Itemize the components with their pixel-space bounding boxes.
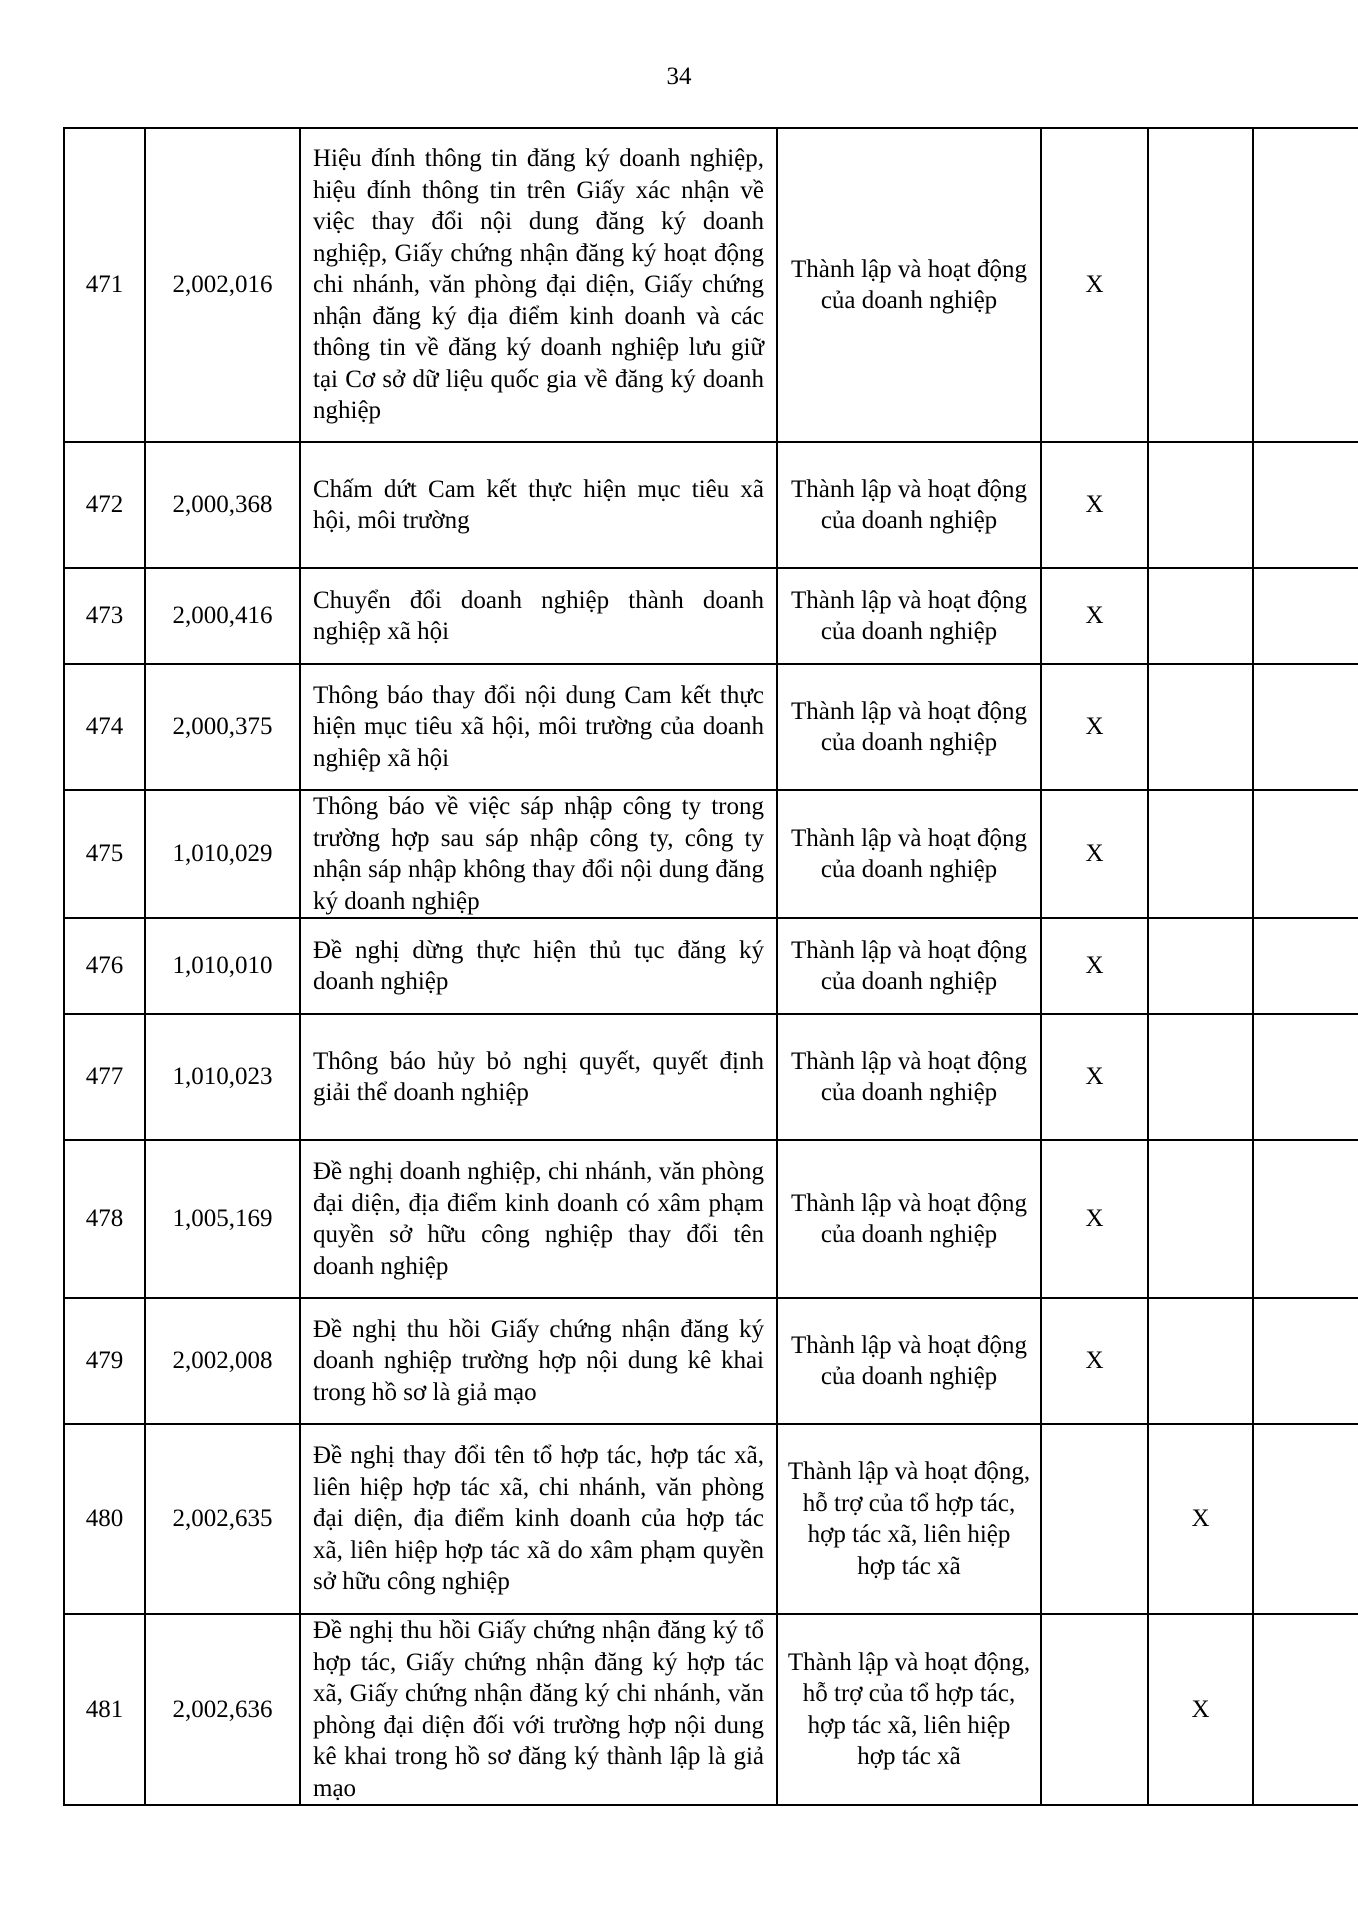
field-cell bbox=[777, 1614, 1041, 1805]
mark-cell-1: X bbox=[1041, 442, 1148, 568]
table-row bbox=[64, 1424, 1358, 1614]
mark-cell-3 bbox=[1253, 1614, 1358, 1805]
procedure-name-cell bbox=[300, 128, 777, 442]
procedure-code-cell: 1,005,169 bbox=[145, 1140, 300, 1298]
mark-cell-1: X bbox=[1041, 918, 1148, 1014]
mark-cell-2 bbox=[1148, 664, 1253, 790]
field-cell bbox=[777, 1140, 1041, 1298]
row-number-cell: 478 bbox=[64, 1140, 145, 1298]
table-row bbox=[64, 1140, 1358, 1298]
mark-cell-1: X bbox=[1041, 128, 1148, 442]
field-name: Thành lập và hoạt động của doanh nghiệp bbox=[790, 255, 1028, 314]
field-cell bbox=[777, 664, 1041, 790]
procedure-name: Chấm dứt Cam kết thực hiện mục tiêu xã hội, môi trường bbox=[313, 475, 764, 534]
field-name: Thành lập và hoạt động của doanh nghiệp bbox=[790, 697, 1028, 756]
mark-cell-3 bbox=[1253, 918, 1358, 1014]
row-number-cell: 479 bbox=[64, 1298, 145, 1424]
procedure-name-cell bbox=[300, 1140, 777, 1298]
field-name: Thành lập và hoạt động, hỗ trợ của tổ hợp tác, hợp tác xã, liên hiệp hợp tác xã bbox=[787, 1458, 1031, 1580]
field-name: Thành lập và hoạt động, hỗ trợ của tổ hợp tác, hợp tác xã, liên hiệp hợp tác xã bbox=[787, 1648, 1031, 1770]
procedure-name: Thông báo về việc sáp nhập công ty trong trường hợp sau sáp nhập công ty, công ty nhận sáp nhập không thay đổi nội dung đăng ký doanh nghiệp bbox=[313, 793, 764, 915]
field-cell bbox=[777, 442, 1041, 568]
mark-cell-2 bbox=[1148, 128, 1253, 442]
mark-cell-3 bbox=[1253, 1014, 1358, 1140]
procedure-name: Đề nghị thu hồi Giấy chứng nhận đăng ký doanh nghiệp trường hợp nội dung kê khai trong hồ sơ là giả mạo bbox=[313, 1315, 764, 1406]
mark-cell-1 bbox=[1041, 1614, 1148, 1805]
mark-cell-1: X bbox=[1041, 664, 1148, 790]
row-number-cell: 480 bbox=[64, 1424, 145, 1614]
mark-cell-3 bbox=[1253, 1424, 1358, 1614]
procedure-code-cell: 1,010,010 bbox=[145, 918, 300, 1014]
procedure-code-cell: 2,000,368 bbox=[145, 442, 300, 568]
mark-cell-1: X bbox=[1041, 1014, 1148, 1140]
row-number-cell: 477 bbox=[64, 1014, 145, 1140]
table-row bbox=[64, 1014, 1358, 1140]
row-number-cell: 472 bbox=[64, 442, 145, 568]
field-name: Thành lập và hoạt động của doanh nghiệp bbox=[790, 1331, 1028, 1390]
procedure-name-cell bbox=[300, 1424, 777, 1614]
table-row bbox=[64, 442, 1358, 568]
field-cell bbox=[777, 1014, 1041, 1140]
procedure-code-cell: 1,010,023 bbox=[145, 1014, 300, 1140]
procedure-code-cell: 1,010,029 bbox=[145, 790, 300, 918]
procedure-code-cell: 2,002,016 bbox=[145, 128, 300, 442]
mark-cell-2 bbox=[1148, 1140, 1253, 1298]
procedure-name-cell bbox=[300, 1298, 777, 1424]
mark-cell-2 bbox=[1148, 790, 1253, 918]
table-row bbox=[64, 1298, 1358, 1424]
field-name: Thành lập và hoạt động của doanh nghiệp bbox=[790, 475, 1028, 534]
procedure-name-cell bbox=[300, 1014, 777, 1140]
mark-cell-2 bbox=[1148, 442, 1253, 568]
table-row bbox=[64, 918, 1358, 1014]
procedure-name: Thông báo thay đổi nội dung Cam kết thực hiện mục tiêu xã hội, môi trường của doanh nghiệp xã hội bbox=[313, 681, 764, 772]
procedure-name-cell bbox=[300, 1614, 777, 1805]
row-number-cell: 471 bbox=[64, 128, 145, 442]
row-number-cell: 481 bbox=[64, 1614, 145, 1805]
field-name: Thành lập và hoạt động của doanh nghiệp bbox=[790, 1047, 1028, 1106]
procedure-name-cell bbox=[300, 568, 777, 664]
procedure-name-cell bbox=[300, 442, 777, 568]
table-row bbox=[64, 664, 1358, 790]
mark-cell-2: X bbox=[1148, 1424, 1253, 1614]
procedure-name: Đề nghị dừng thực hiện thủ tục đăng ký doanh nghiệp bbox=[313, 936, 764, 995]
mark-cell-2: X bbox=[1148, 1614, 1253, 1805]
mark-cell-2 bbox=[1148, 918, 1253, 1014]
mark-cell-1: X bbox=[1041, 790, 1148, 918]
field-cell bbox=[777, 568, 1041, 664]
procedure-name: Đề nghị thu hồi Giấy chứng nhận đăng ký tổ hợp tác, Giấy chứng nhận đăng ký hợp tác xã, Giấy chứng nhận đăng ký chi nhánh, văn phòng đại diện đối với trường hợp nội dung kê khai trong hồ sơ đăng ký thành lập là giả mạo bbox=[313, 1617, 764, 1802]
table-row bbox=[64, 568, 1358, 664]
procedure-name-cell bbox=[300, 664, 777, 790]
row-number-cell: 474 bbox=[64, 664, 145, 790]
field-name: Thành lập và hoạt động của doanh nghiệp bbox=[790, 1189, 1028, 1248]
field-name: Thành lập và hoạt động của doanh nghiệp bbox=[790, 936, 1028, 995]
procedure-name: Chuyển đổi doanh nghiệp thành doanh nghiệp xã hội bbox=[313, 586, 764, 645]
field-name: Thành lập và hoạt động của doanh nghiệp bbox=[790, 586, 1028, 645]
procedure-code-cell: 2,002,008 bbox=[145, 1298, 300, 1424]
procedure-name-cell bbox=[300, 790, 777, 918]
mark-cell-3 bbox=[1253, 1140, 1358, 1298]
procedure-name-cell bbox=[300, 918, 777, 1014]
table-row bbox=[64, 1614, 1358, 1805]
mark-cell-3 bbox=[1253, 442, 1358, 568]
mark-cell-1 bbox=[1041, 1424, 1148, 1614]
mark-cell-3 bbox=[1253, 128, 1358, 442]
field-cell bbox=[777, 918, 1041, 1014]
procedure-code-cell: 2,000,375 bbox=[145, 664, 300, 790]
mark-cell-1: X bbox=[1041, 1298, 1148, 1424]
mark-cell-2 bbox=[1148, 1298, 1253, 1424]
procedure-name: Đề nghị thay đổi tên tổ hợp tác, hợp tác xã, liên hiệp hợp tác xã, chi nhánh, văn phòng đại diện, địa điểm kinh doanh của hợp tác xã, liên hiệp hợp tác xã do xâm phạm quyền sở hữu công nghiệp bbox=[313, 1442, 764, 1596]
row-number-cell: 476 bbox=[64, 918, 145, 1014]
procedure-code-cell: 2,002,636 bbox=[145, 1614, 300, 1805]
mark-cell-2 bbox=[1148, 1014, 1253, 1140]
procedure-name: Hiệu đính thông tin đăng ký doanh nghiệp, hiệu đính thông tin trên Giấy xác nhận về việc thay đổi nội dung đăng ký doanh nghiệp, Giấy chứng nhận đăng ký hoạt động chi nhánh, văn phòng đại diện, Giấy chứng nhận đăng ký địa điểm kinh doanh và các thông tin về đăng ký doanh nghiệp lưu giữ tại Cơ sở dữ liệu quốc gia về đăng ký doanh nghiệp bbox=[313, 145, 764, 425]
mark-cell-1: X bbox=[1041, 1140, 1148, 1298]
page-number: 34 bbox=[666, 63, 692, 90]
table-row bbox=[64, 790, 1358, 918]
row-number-cell: 473 bbox=[64, 568, 145, 664]
mark-cell-3 bbox=[1253, 790, 1358, 918]
procedure-code-cell: 2,002,635 bbox=[145, 1424, 300, 1614]
mark-cell-3 bbox=[1253, 568, 1358, 664]
procedure-name: Thông báo hủy bỏ nghị quyết, quyết định giải thể doanh nghiệp bbox=[313, 1047, 764, 1106]
procedure-name: Đề nghị doanh nghiệp, chi nhánh, văn phòng đại diện, địa điểm kinh doanh có xâm phạm quyền sở hữu công nghiệp thay đổi tên doanh nghiệp bbox=[313, 1158, 764, 1280]
row-number-cell: 475 bbox=[64, 790, 145, 918]
field-cell bbox=[777, 1424, 1041, 1614]
field-cell bbox=[777, 128, 1041, 442]
procedures-table bbox=[63, 127, 1358, 1806]
procedure-code-cell: 2,000,416 bbox=[145, 568, 300, 664]
table-row bbox=[64, 128, 1358, 442]
mark-cell-1: X bbox=[1041, 568, 1148, 664]
mark-cell-3 bbox=[1253, 664, 1358, 790]
field-cell bbox=[777, 790, 1041, 918]
mark-cell-3 bbox=[1253, 1298, 1358, 1424]
mark-cell-2 bbox=[1148, 568, 1253, 664]
field-name: Thành lập và hoạt động của doanh nghiệp bbox=[790, 824, 1028, 883]
field-cell bbox=[777, 1298, 1041, 1424]
